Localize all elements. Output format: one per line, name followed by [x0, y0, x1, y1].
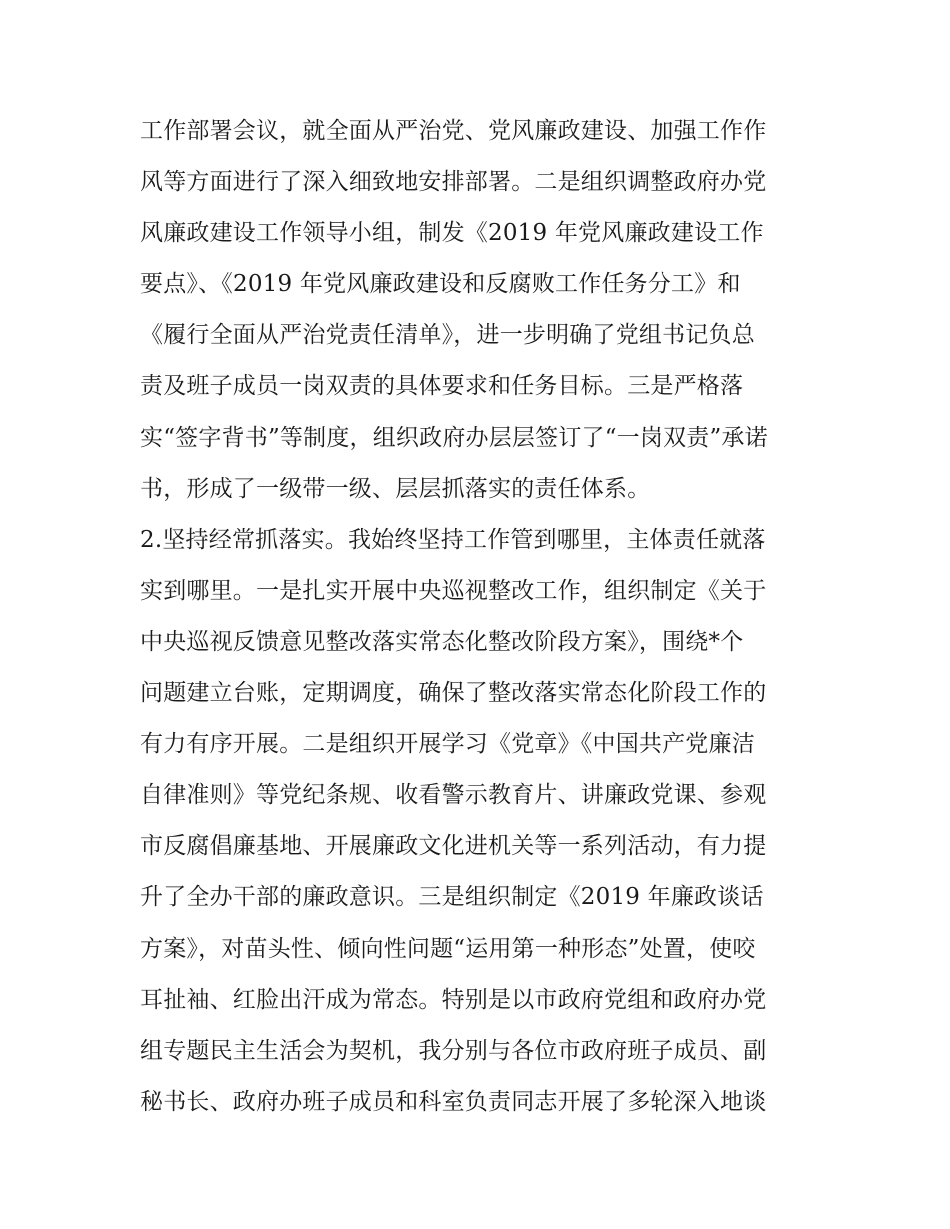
text-line: 责及班子成员一岗双责的具体要求和任务目标。三是严格落	[140, 373, 744, 400]
text-line: 有力有序开展。二是组织开展学习《党章》《中国共产党廉洁	[140, 731, 755, 758]
text-line: 升了全办干部的廉政意识。三是组织制定《2019 年廉政谈话	[140, 884, 764, 911]
text-line: 风等方面进行了深入细致地安排部署。二是组织调整政府办党	[140, 169, 767, 196]
text-line: 工作部署会议，就全面从严治党、党风廉政建设、加强工作作	[140, 118, 767, 144]
text-line: 自律准则》等党纪条规、收看警示教育片、讲廉政党课、参观	[140, 782, 767, 809]
text-line: 方案》，对苗头性、倾向性问题“运用第一种形态”处置，使咬	[140, 935, 756, 962]
text-line: 要点》、《2019 年党风廉政建设和反腐败工作任务分工》和	[140, 271, 741, 298]
text-line: 实“签字背书”等制度，组织政府办层层签订了“一岗双责”承诺	[140, 424, 768, 451]
text-line: 2.坚持经常抓落实。我始终坚持工作管到哪里，主体责任就落	[140, 526, 766, 553]
text-line: 秘书长、政府办班子成员和科室负责同志开展了多轮深入地谈	[140, 1088, 767, 1115]
text-line: 风廉政建设工作领导小组，制发《2019 年党风廉政建设工作	[140, 220, 764, 247]
text-line: 实到哪里。一是扎实开展中央巡视整改工作，组织制定《关于	[140, 577, 767, 604]
body-text	[140, 106, 820, 1128]
text-line: 耳扯袖、红脸出汗成为常态。特别是以市政府党组和政府办党	[140, 986, 767, 1013]
text-line: 问题建立台账，定期调度，确保了整改落实常态化阶段工作的	[140, 680, 767, 707]
text-line: 市反腐倡廉基地、开展廉政文化进机关等一系列活动，有力提	[140, 833, 767, 860]
text-line: 《履行全面从严治党责任清单》，进一步明确了党组书记负总	[140, 322, 755, 349]
text-line: 书，形成了一级带一级、层层抓落实的责任体系。	[140, 475, 651, 502]
text-line: 组专题民主生活会为契机，我分别与各位市政府班子成员、副	[140, 1037, 767, 1064]
text-line: 中央巡视反馈意见整改落实常态化整改阶段方案》，围绕*个	[140, 628, 744, 655]
